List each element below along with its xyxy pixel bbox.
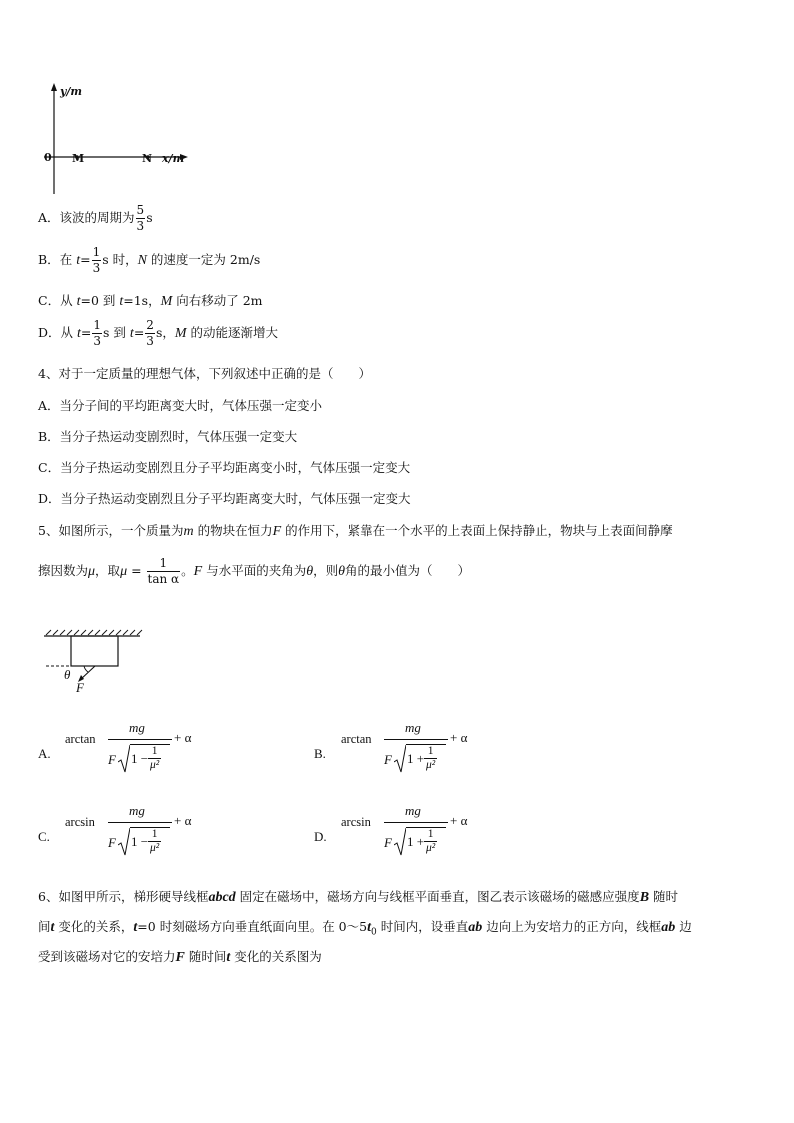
q4-option-a: A．当分子间的平均距离变大时，气体压强一定变小 (38, 398, 323, 413)
q6-line2: 间t 变化的关系，t=0 时刻磁场方向垂直纸面向里。在 $0\sim 5t_0$ 时间内，设垂直ab 边向上为安培力的正方向，线框ab 边 (38, 919, 692, 938)
q5-stem-line2: 擦因数为μ，取μ = $\frac{1}{\text{tan α}}$ 。F 与水平面的夹角为θ，则θ角的最小值为（ ） (38, 556, 471, 586)
wave-axis-figure (38, 80, 198, 200)
y-axis-label: y/m (60, 85, 83, 98)
q4-stem: 4、对于一定质量的理想气体，下列叙述中正确的是（ ） (38, 366, 371, 381)
q4-option-c: C．当分子热运动变剧烈且分子平均距离变小时，气体压强一定变大 (38, 460, 411, 475)
q6-line3: 受到该磁场对它的安培力F 随时间t 变化的关系图为 (38, 949, 322, 965)
q5-option-a: A. arctan mg + α F 1 − $\frac{1}{\text{μ²}}$ (38, 720, 192, 771)
q3-option-c: C．从 t=0 到 t=1s，M 向右移动了 2m (38, 293, 263, 309)
point-n-label: N (142, 152, 153, 165)
q5-fig-f: F (76, 680, 84, 695)
q5-option-c: C. arcsin mg + α F 1 − $\frac{1}{\text{μ²}}$ (38, 803, 192, 854)
q5-option-d: D. arcsin mg + α F 1 + $\frac{1}{\text{μ²}}$ (314, 803, 468, 854)
q5-fig-theta: θ (64, 667, 71, 682)
q5-option-b: B. arctan mg + α F 1 + $\frac{1}{\text{μ²}}$ (314, 720, 468, 771)
q6-line1: 6、如图甲所示，梯形硬导线框abcd 固定在磁场中，磁场方向与线框平面垂直，图乙表示该磁场的磁感应强度B 随时 (38, 889, 679, 905)
q5-stem-line1: 5、如图所示，一个质量为m 的物块在恒力F 的作用下，紧靠在一个水平的上表面上保持静止，物块与上表面间静摩 (38, 523, 673, 539)
q3-option-a: A．该波的周期为 $\frac{5}{3}$ s (38, 203, 153, 233)
point-m-label: M (72, 152, 85, 165)
x-axis-label: x/m (162, 152, 185, 165)
q3-option-b: B．在 t= $\frac{1}{3}$ s 时，N 的速度一定为 2m/s (38, 245, 261, 275)
q4-option-b: B．当分子热运动变剧烈时，气体压强一定变大 (38, 429, 298, 444)
q3-option-d: D．从 t= $\frac{1}{3}$ s 到 t= $\frac{2}{3}$ s，M 的动能逐渐增大 (38, 318, 279, 348)
origin-label: 0 (44, 151, 52, 164)
q4-option-d: D．当分子热运动变剧烈且分子平均距离变大时，气体压强一定变大 (38, 491, 411, 506)
q5-block-figure (40, 628, 150, 698)
